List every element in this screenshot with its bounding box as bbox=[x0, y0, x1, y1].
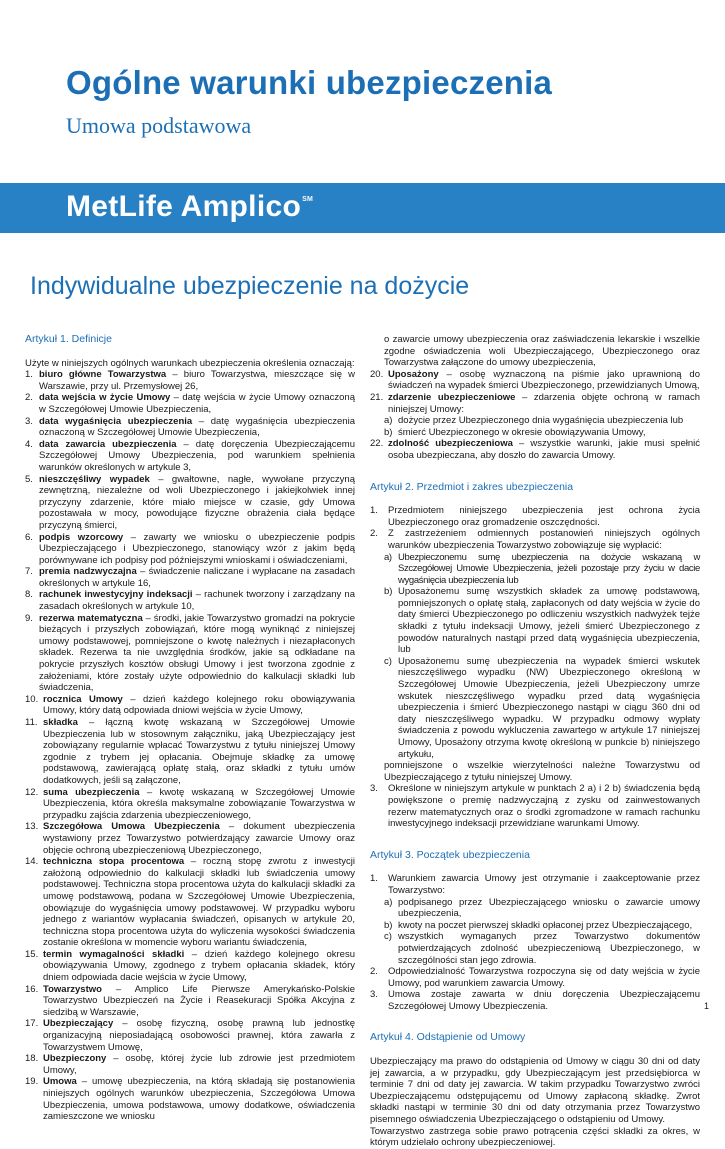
definition-item: 8. rachunek inwestycyjny indeksacji – rachunek tworzony i zarządzany na zasadach określonych w artykule 10, bbox=[25, 589, 355, 613]
document-title: Ogólne warunki ubezpieczenia bbox=[66, 64, 553, 101]
list-item: 2. Odpowiedzialność Towarzystwa rozpoczyna się od daty wejścia w życie Umowy, pod warunkiem zawarcia Umowy. bbox=[370, 966, 700, 989]
definition-item: 20. Uposażony – osobę wyznaczoną na piśmie jako uprawnioną do świadczeń na wypadek śmierci Ubezpieczonego, przewidzianych Umową, bbox=[370, 368, 700, 392]
definition-item: 5. nieszczęśliwy wypadek – gwałtowne, nagłe, wywołane przyczyną zewnętrzną, niezależne od woli Ubezpieczonego i jakiejkolwiek innej przyczyny zdarzenie, które miało miejsce w czasie, gdy Umowa pozostawała w mocy, powodujące fizyczne obrażenia ciała będące przyczyną śmierci, bbox=[25, 473, 355, 531]
definition-item: 2. data wejścia w życie Umowy – datę wejścia w życie Umowy oznaczoną w Szczegółowej Umowie Ubezpieczenia, bbox=[25, 392, 355, 415]
definition-item: 9. rezerwa matematyczna – środki, jakie Towarzystwo gromadzi na pokrycie bieżących i przyszłych zobowiązań, które mogą wyniknąć z niniejszej umowy podstawowej, pomniejszone o kwotę należnych i niezapłaconych składek. Rezerwa ta nie uwzględnia środków, jakie są odkładane na pokrycie przyszłych kosztów obsługi Umowy i jest tworzona zgodnie z założeniami, które zostały użyte odpowiednio do kalkulacji składki lub świadczenia, bbox=[25, 612, 355, 694]
list-item-continued: pomniejszone o wszelkie wierzytelności należne Towarzystwu od Ubezpieczającego z tytułu niniejszej Umowy. bbox=[384, 760, 700, 783]
definition-item: 12. suma ubezpieczenia – kwotę wskazaną w Szczegółowej Umowie Ubezpieczenia, która określa maksymalne zobowiązanie Towarzystwa w przypadku zajścia zdarzenia ubezpieczeniowego, bbox=[25, 786, 355, 821]
sub-item: b) kwoty na poczet pierwszej składki opłaconej przez Ubezpieczającego, bbox=[384, 919, 693, 931]
definition-item: 22. zdolność ubezpieczeniowa – wszystkie warunki, jakie musi spełnić osoba ubezpieczana, aby doszło do zawarcia Umowy. bbox=[370, 438, 700, 461]
list-item: 3. Określone w niniejszym artykule w punktach 2 a) i 2 b) świadczenia będą powiększone o premię nadzwyczajną z zysku od zainwestowanych rezerw matematycznych oraz o środki zgromadzone w ramach rachunku inwestycyjnego indeksacji przewidziane warunkami Umowy. bbox=[370, 783, 700, 830]
document-subtitle: Umowa podstawowa bbox=[66, 113, 252, 138]
left-column bbox=[25, 334, 355, 1123]
article-2-title: Artykuł 2. Przedmiot i zakres ubezpieczenia bbox=[370, 480, 574, 493]
list-item: 1. Warunkiem zawarcia Umowy jest otrzymanie i zaakceptowanie przez Towarzystwo: bbox=[370, 873, 700, 896]
definition-item: 17. Ubezpieczający – osobę fizyczną, osobę prawną lub jednostkę organizacyjną nieposiadającą osobowości prawnej, która zawarła z Towarzystwem Umowę, bbox=[25, 1018, 355, 1053]
definition-item: 11. składka – łączną kwotę wskazaną w Szczegółowej Umowie Ubezpieczenia lub w stosownym załączniku, jaką Ubezpieczający jest zobowiązany regularnie wpłacać Towarzystwu z tytułu niniejszej Umowy zgodnie z trybem jej opłacania. Obejmuje składkę za umowę podstawową, zawierającą opłatę stałą, oraz składki z tytułu umów dodatkowych, jeśli są załączone, bbox=[25, 717, 355, 786]
sub-item: b) Uposażonemu sumę wszystkich składek za umowę podstawową, pomniejszonych o opłatę stałą, zapłaconych od daty wejścia w życie do daty śmierci Ubezpieczonego po odliczeniu wszystkich nadwyżek tejże składki z tytułu indeksacji Umowy, jeżeli śmierć Ubezpieczonego z powodów naturalnych nastąpi przed datą wygaśnięcia ubezpieczenia, lub bbox=[384, 586, 700, 656]
definition-item: 18. Ubezpieczony – osobę, której życie lub zdrowie jest przedmiotem Umowy, bbox=[25, 1053, 355, 1076]
sub-item: c) wszystkich wymaganych przez Towarzystwo dokumentów potwierdzających zdolność ubezpieczeniową Ubezpieczonego, w szczególności stan jego zdrowia. bbox=[384, 931, 700, 966]
article-4-title: Artykuł 4. Odstąpienie od Umowy bbox=[370, 1031, 526, 1044]
article-4-paragraph: Towarzystwo zastrzega sobie prawo potrącenia części składki za okres, w którym udzielało ochrony ubezpieczeniowej. bbox=[370, 1125, 700, 1149]
article-1-title: Artykuł 1. Definicje bbox=[25, 333, 112, 345]
definition-item: 3. data wygaśnięcia ubezpieczenia – datę wygaśnięcia ubezpieczenia oznaczoną w Szczegółowej Umowie Ubezpieczenia, bbox=[25, 415, 355, 439]
list-item: 2. Z zastrzeżeniem odmiennych postanowień niniejszych ogólnych warunków ubezpieczenia Towarzystwo zobowiązuje się wypłacić: bbox=[370, 528, 700, 551]
definition-item: 19. Umowa – umowę ubezpieczenia, na którą składają się postanowienia niniejszych ogólnych warunków ubezpieczenia, Szczegółowa Umowa Ubezpieczenia, umowa podstawowa, umowy dodatkowe, oświadczenia zamieszczone we wniosku bbox=[25, 1076, 355, 1123]
page-number: 1 bbox=[704, 1001, 710, 1011]
list-item: 1. Przedmiotem niniejszego ubezpieczenia jest ochrona życia Ubezpieczonego oraz gromadzenie oszczędności. bbox=[370, 505, 700, 528]
article-1-intro: Użyte w niniejszych ogólnych warunkach ubezpieczenia określenia oznaczają: bbox=[25, 357, 355, 369]
definition-item: 16. Towarzystwo – Amplico Life Pierwsze Amerykańsko-Polskie Towarzystwo Ubezpieczeń na Życie i Reasekuracji Spółka Akcyjna z siedzibą w Warszawie, bbox=[25, 983, 355, 1018]
definition-19-continued: o zawarcie umowy ubezpieczenia oraz zaświadczenia lekarskie i wszelkie zgodne oświadczenia woli Ubezpieczającego, Ubezpieczonego oraz Towarzystwa załączone do umowy ubezpieczenia, bbox=[384, 334, 700, 369]
sub-item: a) Ubezpieczonemu sumę ubezpieczenia na dożycie wskazaną w Szczegółowej Umowie Ubezpieczenia, jeżeli pozostaje przy życiu w dacie wygaśnięcia ubezpieczenia lub bbox=[384, 551, 700, 586]
article-3-title: Artykuł 3. Początek ubezpieczenia bbox=[370, 848, 530, 861]
right-column bbox=[370, 334, 700, 1149]
product-title: Indywidualne ubezpieczenie na dożycie bbox=[30, 272, 470, 300]
logo-text: MetLife Amplico bbox=[66, 190, 302, 223]
definition-item: 13. Szczegółowa Umowa Ubezpieczenia – dokument ubezpieczenia wystawiony przez Towarzystwo potwierdzający zawarcie Umowy oraz objęcie ochroną ubezpieczeniową Ubezpieczonego, bbox=[25, 821, 355, 856]
definition-item: 14. techniczna stopa procentowa – roczną stopę zwrotu z inwestycji założoną odpowiednio do kalkulacji składki lub świadczenia umowy podstawowej. Techniczna stopa procentowa użyta do kalkulacji składki za umowę podstawową, podana w Szczegółowej Umowie Ubezpieczenia, obowiązuje do wygaśnięcia umowy podstawowej. W przypadku wyboru jednego z wariantów wypłacania świadczeń, opisanych w artykule 20, techniczna stopa procentowa użyta do wyliczenia wysokości świadczenia zostanie określona w momencie wyboru wariantu świadczenia, bbox=[25, 856, 355, 949]
definition-item: 15. termin wymagalności składki – dzień każdego kolejnego okresu obowiązywania Umowy, zgodnego z trybem opłacania składek, który dniem odpowiada dacie wejścia w życie Umowy, bbox=[25, 948, 355, 984]
logo-service-mark: SM bbox=[302, 196, 314, 203]
sub-item: c) Uposażonemu sumę ubezpieczenia na wypadek śmierci wskutek nieszczęśliwego wypadku (NW) Ubezpieczonego określoną w Szczegółowej Umowie Ubezpieczenia, jeżeli Ubezpieczony umrze wskutek nieszczęśliwego wypadku przed datą wygaśnięcia ubezpieczenia i śmierć Ubezpieczonego nastąpi w ciągu 360 dni od daty nieszczęśliwego wypadku. W przypadku odmowy wypłaty świadczenia z powodu wykluczenia zawartego w artykule 17 niniejszej Umowy, Uposażony otrzyma kwotę określoną w punkcie b) niniejszego artykułu, bbox=[384, 655, 700, 760]
article-4-paragraph: Ubezpieczający ma prawo do odstąpienia od Umowy w ciągu 30 dni od daty jej zawarcia, a w przypadku, gdy Ubezpieczającym jest przedsiębiorca w terminie 7 dni od daty jej zawarcia. W takim przypadku Towarzystwo zwróci Ubezpieczającemu odstępującemu od Umowy zapłaconą składkę. Zwrot składki nastąpi w terminie 30 dni od daty otrzymania przez Towarzystwo pisemnego oświadczenia Ubezpieczającego o odstąpieniu od Umowy. bbox=[370, 1056, 700, 1126]
definition-item: 10. rocznica Umowy – dzień każdego kolejnego roku obowiązywania Umowy, który datą odpowiada dniowi wejścia w życie Umowy, bbox=[25, 693, 355, 717]
definitions-list bbox=[25, 369, 355, 1123]
definition-item: 4. data zawarcia ubezpieczenia – datę doręczenia Ubezpieczającemu Szczegółowej Umowy Ubezpieczenia, pod warunkiem spełnienia warunków określonych w artykule 3, bbox=[25, 438, 355, 473]
sub-item: a) podpisanego przez Ubezpieczającego wniosku o zawarcie umowy ubezpieczenia, bbox=[384, 896, 700, 920]
definition-item: 7. premia nadzwyczajna – świadczenie naliczane i wypłacane na zasadach określonych w artykule 16, bbox=[25, 566, 355, 589]
metlife-amplico-logo bbox=[66, 190, 313, 224]
sub-item: b) śmierć Ubezpieczonego w okresie obowiązywania Umowy, bbox=[384, 426, 646, 438]
list-item: 3. Umowa zostaje zawarta w dniu doręczenia Ubezpieczającemu Szczegółowej Umowy Ubezpieczenia. bbox=[370, 989, 700, 1012]
definition-item: 21. zdarzenie ubezpieczeniowe – zdarzenia objęte ochroną w ramach niniejszej Umowy: bbox=[370, 391, 700, 415]
sub-item: a) dożycie przez Ubezpieczonego dnia wygaśnięcia ubezpieczenia lub bbox=[384, 415, 684, 427]
definition-item: 6. podpis wzorcowy – zawarty we wniosku o ubezpieczenie podpis Ubezpieczającego i Ubezpieczonego, stanowiący wzór z jakim będą porównywane ich podpisy pod późniejszymi wnioskami i oświadczeniami, bbox=[25, 531, 355, 566]
definition-item: 1. biuro główne Towarzystwa – biuro Towarzystwa, mieszczące się w Warszawie, przy ul. Przemysłowej 26, bbox=[25, 369, 356, 392]
